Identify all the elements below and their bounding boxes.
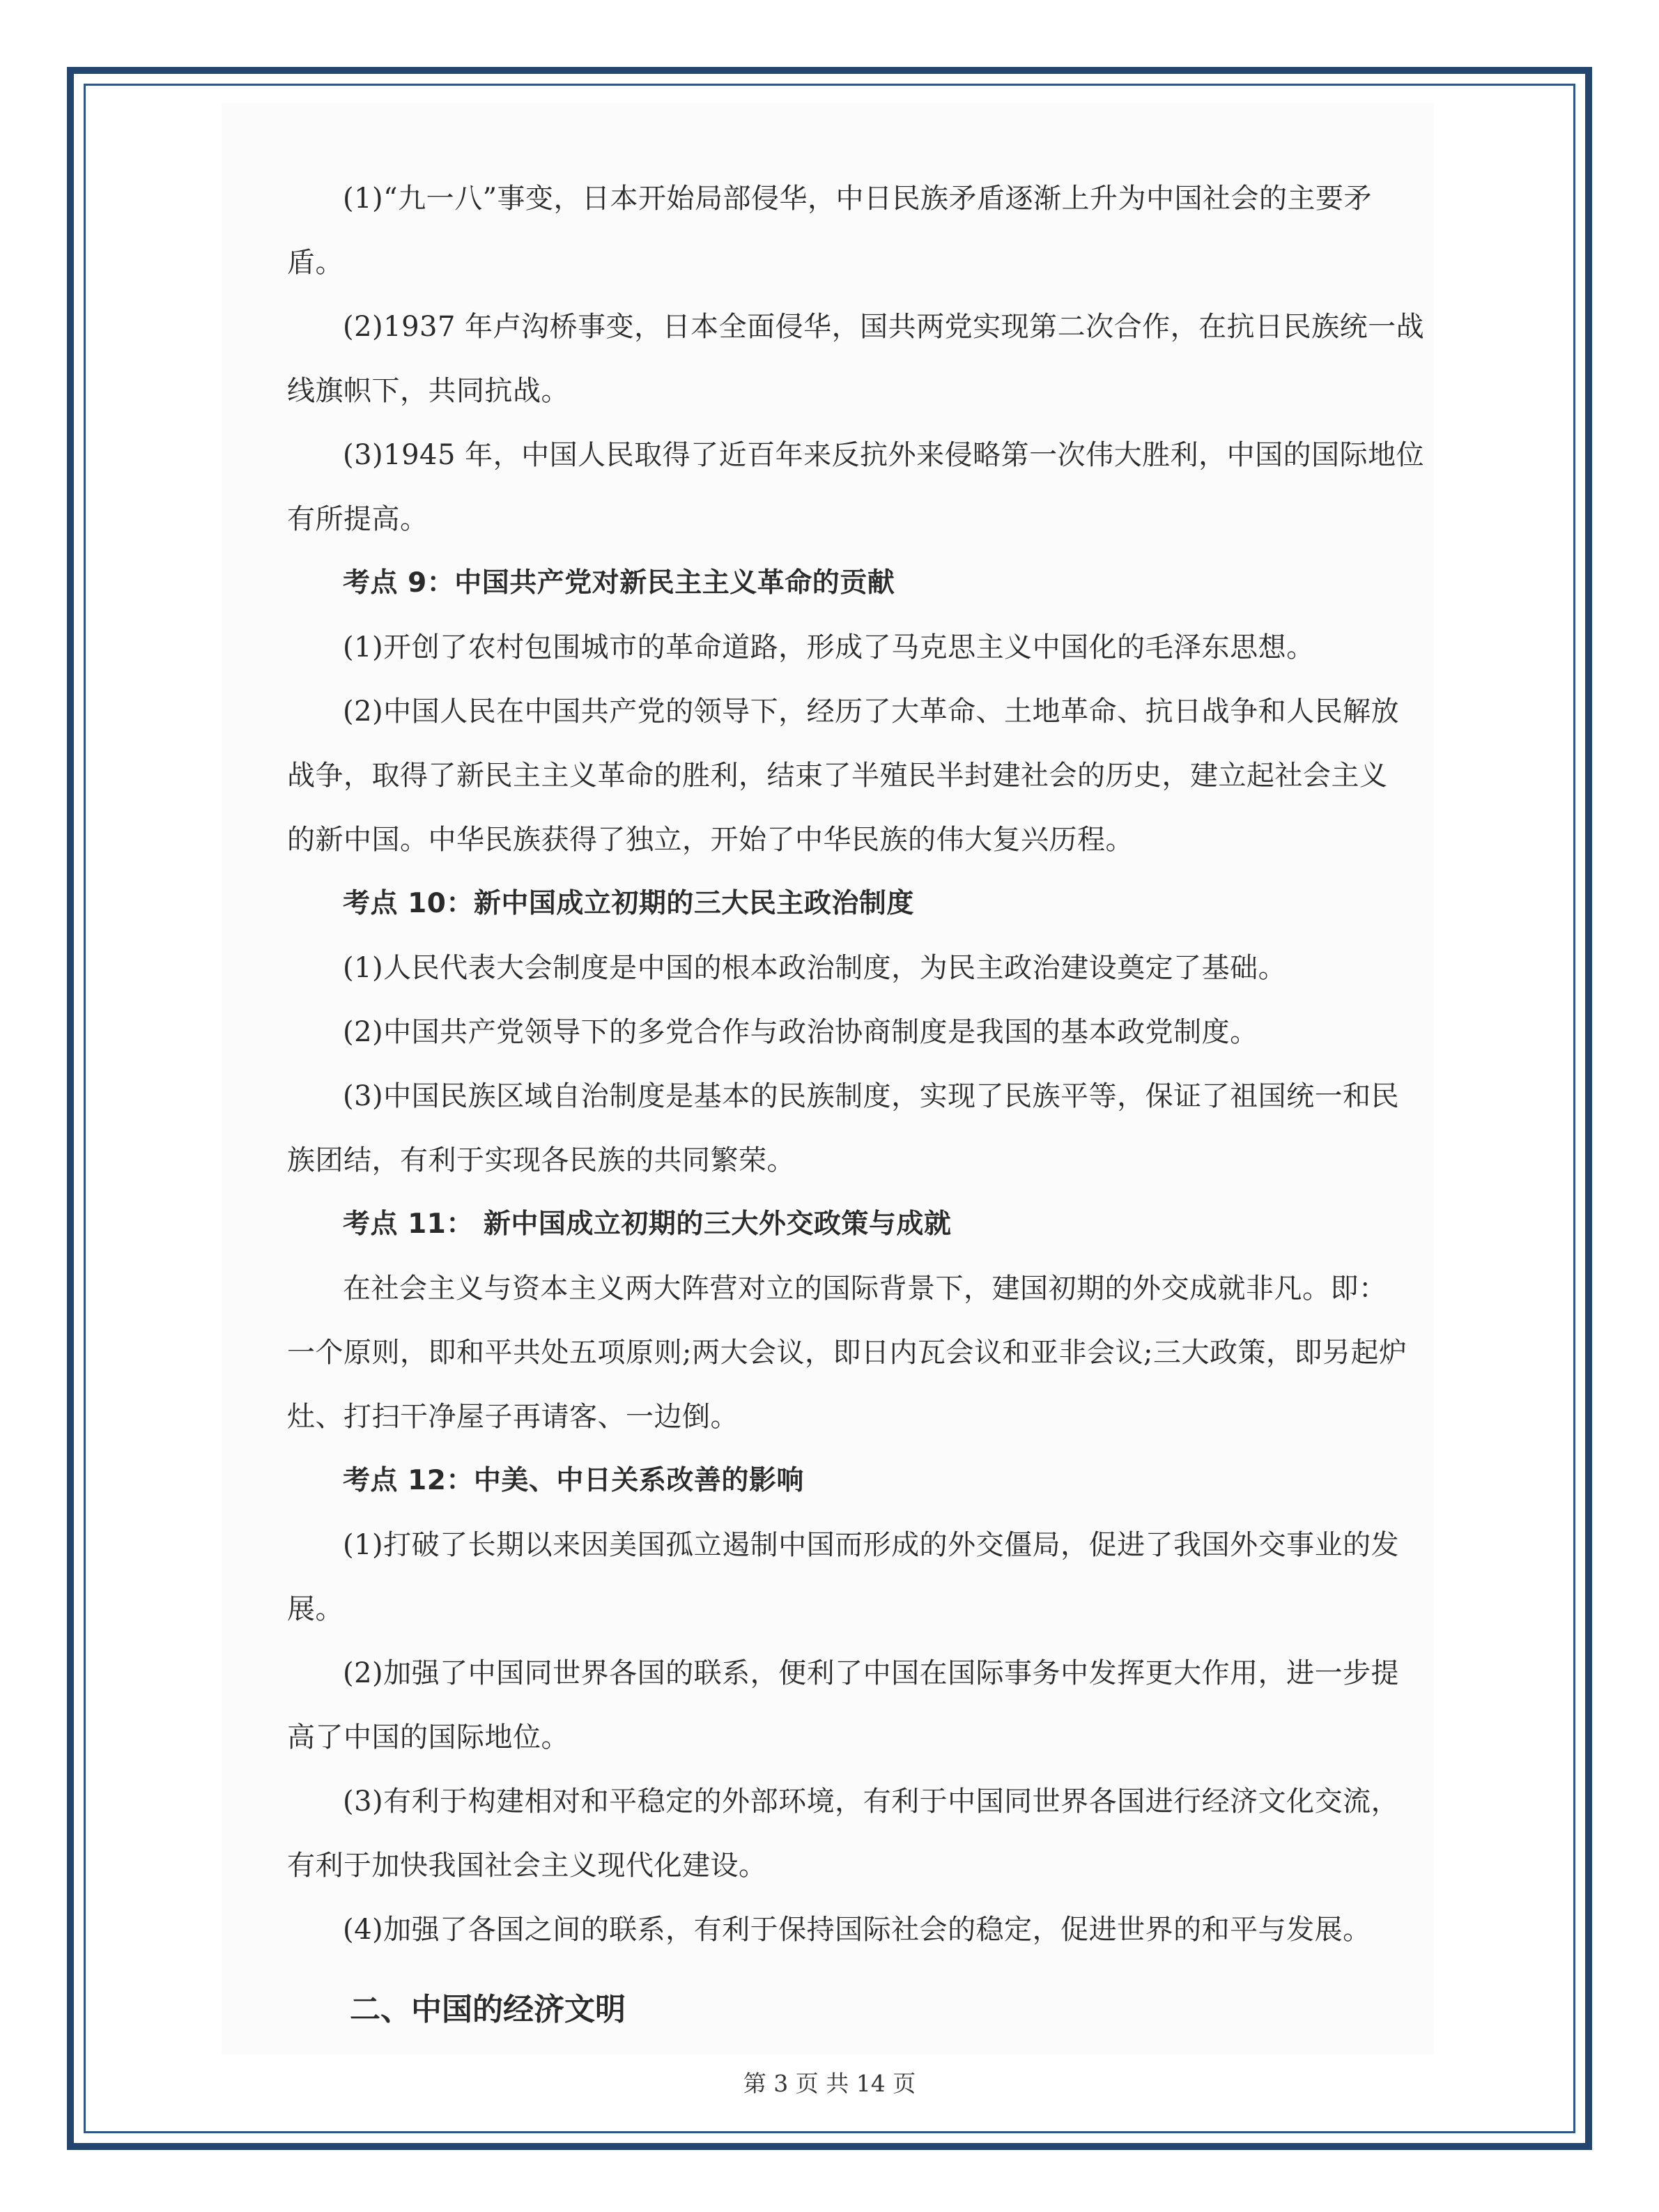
paragraph-line: 族团结，有利于实现各民族的共同繁荣。 [287,1144,795,1176]
paragraph-line: (2)中国人民在中国共产党的领导下，经历了大革命、土地革命、抗日战争和人民解放 [343,696,1400,728]
section-heading: 二、中国的经济文明 [350,1992,626,2027]
paragraph-line: 盾。 [287,247,344,279]
paragraph-line: 有所提高。 [287,503,429,535]
paragraph-line: 有利于加快我国社会主义现代化建设。 [287,1850,767,1882]
page-number-footer: 第 3 页 共 14 页 [743,2070,916,2097]
paragraph-line: (1)人民代表大会制度是中国的根本政治制度，为民主政治建设奠定了基础。 [343,952,1287,984]
paragraph-line: (2)1937 年卢沟桥事变，日本全面侵华，国共两党实现第二次合作，在抗日民族统一战 [343,311,1425,343]
section-subheading: 考点 9：中国共产党对新民主主义革命的贡献 [343,567,895,599]
paragraph-line: (3)中国民族区域自治制度是基本的民族制度，实现了民族平等，保证了祖国统一和民 [343,1080,1400,1112]
paragraph-line: (2)加强了中国同世界各国的联系，便利了中国在国际事务中发挥更大作用，进一步提 [343,1657,1400,1689]
section-subheading: 考点 11： 新中国成立初期的三大外交政策与成就 [343,1208,952,1240]
paragraph-line: 战争，取得了新民主主义革命的胜利，结束了半殖民半封建社会的历史，建立起社会主义 [287,760,1388,792]
paragraph-line: 线旗帜下，共同抗战。 [287,375,569,407]
paragraph-line: (1)开创了农村包围城市的革命道路，形成了马克思主义中国化的毛泽东思想。 [343,631,1315,663]
paragraph-line: 展。 [287,1593,344,1625]
section-subheading: 考点 12：中美、中日关系改善的影响 [343,1465,804,1496]
paragraph-line: (1)“九一八”事变，日本开始局部侵华，中日民族矛盾逐渐上升为中国社会的主要矛 [343,183,1373,215]
paragraph-line: (3)1945 年，中国人民取得了近百年来反抗外来侵略第一次伟大胜利，中国的国际地位 [343,439,1425,471]
paragraph-line: 的新中国。中华民族获得了独立，开始了中华民族的伟大复兴历程。 [287,824,1134,856]
paragraph-line: 一个原则，即和平共处五项原则;两大会议，即日内瓦会议和亚非会议;三大政策，即另起炉 [287,1337,1407,1369]
paragraph-line: (4)加强了各国之间的联系，有利于保持国际社会的稳定，促进世界的和平与发展。 [343,1914,1371,1946]
paragraph-line: 灶、打扫干净屋子再请客、一边倒。 [287,1401,739,1433]
section-subheading: 考点 10：新中国成立初期的三大民主政治制度 [343,888,914,919]
paragraph-line: (3)有利于构建相对和平稳定的外部环境，有利于中国同世界各国进行经济文化交流， [343,1785,1400,1818]
paragraph-line: 在社会主义与资本主义两大阵营对立的国际背景下，建国初期的外交成就非凡。即： [343,1273,1387,1305]
paragraph-line: (2)中国共产党领导下的多党合作与政治协商制度是我国的基本政党制度。 [343,1016,1258,1048]
paragraph-line: 高了中国的国际地位。 [287,1721,569,1753]
paragraph-line: (1)打破了长期以来因美国孤立遏制中国而形成的外交僵局，促进了我国外交事业的发 [343,1529,1400,1561]
